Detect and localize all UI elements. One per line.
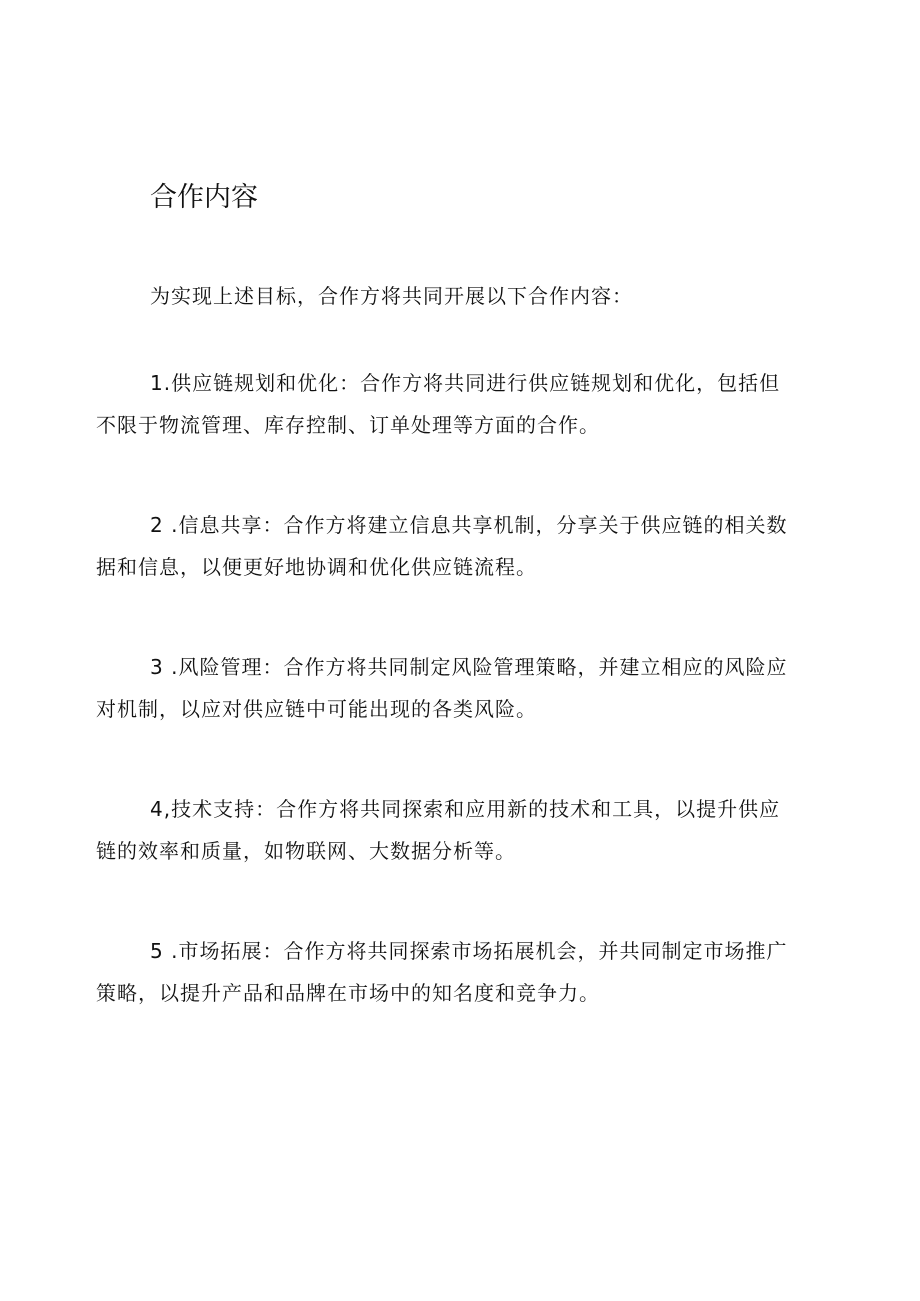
list-item-4-line-2: 链的效率和质量，如物联网、大数据分析等。	[96, 839, 516, 863]
list-item-5-line-2: 策略，以提升产品和品牌在市场中的知名度和竞争力。	[96, 981, 600, 1005]
list-item-5-line-1: 5 .市场拓展：合作方将共同探索市场拓展机会，并共同制定市场推广	[150, 939, 788, 963]
list-item-2-line-1: 2 .信息共享：合作方将建立信息共享机制，分享关于供应链的相关数	[150, 513, 788, 537]
list-item-3-line-2: 对机制，以应对供应链中可能出现的各类风险。	[96, 697, 537, 721]
list-item-2-line-2: 据和信息，以便更好地协调和优化供应链流程。	[96, 555, 537, 579]
section-heading: 合作内容	[150, 182, 258, 213]
list-item-5	[96, 930, 830, 1014]
list-item-4	[96, 788, 830, 872]
list-item-3	[96, 646, 830, 730]
list-item-2	[96, 504, 830, 588]
list-item-4-line-1: 4,技术支持：合作方将共同探索和应用新的技术和工具，以提升供应	[150, 797, 781, 821]
list-item-3-line-1: 3 .风险管理：合作方将共同制定风险管理策略，并建立相应的风险应	[150, 655, 788, 679]
list-item-1-line-2: 不限于物流管理、库存控制、订单处理等方面的合作。	[96, 413, 600, 437]
list-item-1	[96, 362, 830, 446]
intro-paragraph: 为实现上述目标，合作方将共同开展以下合作内容：	[150, 284, 633, 308]
list-item-1-line-1: 1.供应链规划和优化：合作方将共同进行供应链规划和优化，包括但	[150, 371, 781, 395]
